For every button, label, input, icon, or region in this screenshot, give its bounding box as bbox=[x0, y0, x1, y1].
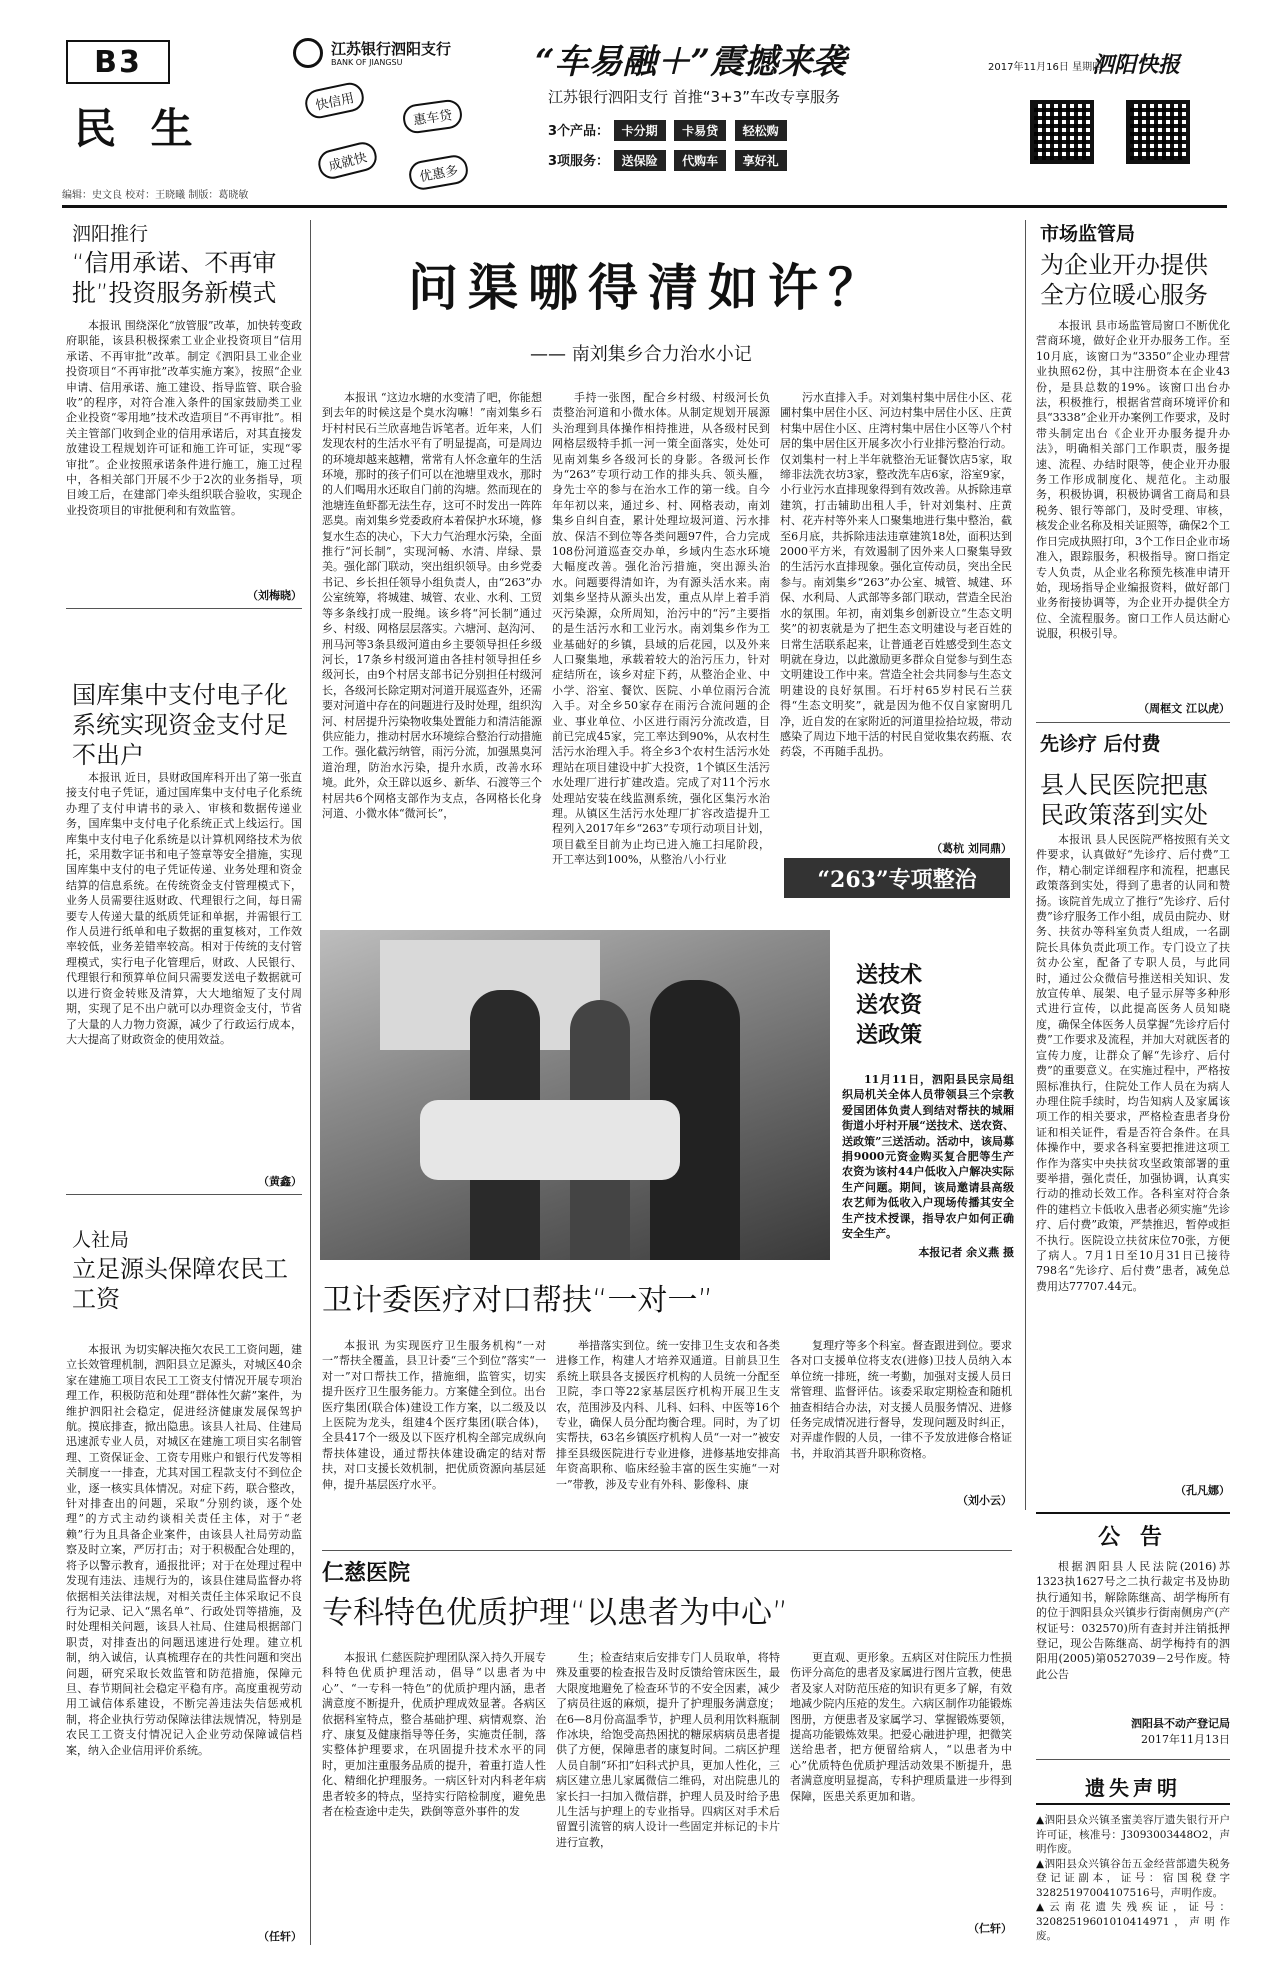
left1-headline: “信用承诺、不再审批”投资服务新模式 bbox=[72, 249, 277, 307]
notice-title: 公 告 bbox=[1098, 1524, 1168, 1550]
renci-col2-text: 生；检查结束后安排专门人员取单，将特殊及重要的检查报告及时反馈给管床医生，最大限度地避免了检查环节的不安全因素，减少了病员往返的麻烦，提升了护理服务满意度；在6—8月份高温季节，护理人员利用饮料瓶制作冰块，给饱受高热困扰的糖尿病病员患者提供了方便，保障患者的康复时间。二病区护理人员自制“环扣”妇科式护具，更加人性化，三病区建立患儿家属微信二维码，对出院患儿的家长扫一扫加入微信群，护理人员及时给予患儿生活与护理上的专业指导。四病区对手术后留置引流管的病人设计一些固定并标记的卡片进行宣教， bbox=[556, 1651, 780, 1849]
lost-body bbox=[1036, 1813, 1230, 1973]
lost-title: 遗失声明 bbox=[1036, 1770, 1230, 1805]
photo-title-line-2: 送农资 bbox=[856, 992, 923, 1018]
health-headline: 卫计委医疗对口帮扶“一对一” bbox=[322, 1283, 714, 1318]
lead-col2 bbox=[552, 390, 770, 908]
notice-box bbox=[1036, 1512, 1230, 1760]
bank-name: 江苏银行泗阳支行 bbox=[331, 40, 452, 58]
left1-byline: （刘梅晓） bbox=[247, 589, 302, 602]
renci-col3 bbox=[790, 1650, 1012, 1914]
lost-item: ▲泗阳县众兴镇圣蜜美容厅遗失银行开户许可证，核准号：J3093003448O2，声明作废。 bbox=[1036, 1814, 1230, 1855]
ad-product-2: 卡易贷 bbox=[674, 120, 726, 141]
health-divider bbox=[322, 1550, 1012, 1551]
left3-body bbox=[66, 1342, 302, 1924]
health-col3 bbox=[790, 1338, 1012, 1488]
news-photo bbox=[320, 930, 830, 1260]
notice-date: 2017年11月13日 bbox=[1141, 1733, 1230, 1746]
bank-name-en: BANK OF JIANGSU bbox=[331, 58, 403, 67]
ad-products-row bbox=[548, 120, 791, 141]
lead-col3 bbox=[780, 390, 1012, 835]
column-divider-right bbox=[1025, 220, 1026, 1510]
right1-body bbox=[1036, 318, 1230, 698]
left2-byline: （黄鑫） bbox=[258, 1175, 302, 1188]
lead-title: 问渠哪得清如许？ bbox=[408, 258, 888, 317]
photo-sacks bbox=[420, 1100, 680, 1180]
photo-title-line-1: 送技术 bbox=[856, 962, 923, 988]
renci-col3-text: 更直观、更形象。五病区对住院压力性损伤评分高危的患者及家属进行图片宣教，使患者及家人对防范压疮的知识有更多了解，有效地减少院内压疮的发生。六病区制作功能锻炼图册，方便患者及家属学习、掌握锻炼要领，提高功能锻炼效果。把爱心融进护理，把微笑送给患者，把方便留给病人，“以患者为中心”优质特色优质护理活动效果不断提升，患者满意度明显提高，专科护理质量进一步得到保障，医患关系更加和谐。 bbox=[790, 1651, 1012, 1803]
right2-body bbox=[1036, 832, 1230, 1476]
left2-paragraph: 本报讯 近日，县财政国库科开出了第一张直接支付电子凭证，通过国库集中支付电子化系统办理了支付申请书的录入、审核和数据传递业务，国库集中支付电子化系统正式上线运行。国库集中支付电子化系统是以计算机网络技术为依托，采用数字证书和电子签章等安全措施，实现国库集中支付的电子凭证传递、业务处理和资金结算的信息系统。在传统资金支付管理模式下，业务人员需要往返财政、代理银行之间，每日需要专人传递大量的纸质凭证和单据，并需银行工作人员进行纸单和电子数据的重复核对，工作效率较低，业务差错率较高。相对于传统的支付管理模式，实行电子化管理后，财政、人民银行、代理银行和预算单位间只需要发送电子数据就可以进行资金转账及清算，大大地缩短了支付周期，实现了足不出户就可以办理资金支付，节省了大量的人力物力资源，减少了行政运行成本，大大提高了财政资金的使用效益。 bbox=[66, 771, 302, 1046]
right2-byline: （孔凡娜） bbox=[1175, 1484, 1230, 1497]
health-byline: （刘小云） bbox=[957, 1494, 1012, 1507]
ad-slogan: “车易融＋”震撼来袭 bbox=[535, 42, 847, 82]
lead-tag bbox=[784, 858, 1010, 898]
renci-col1 bbox=[322, 1650, 546, 1940]
lost-item: ▲泗阳县众兴镇谷缶五金经营部遗失税务登记证副本，证号：宿国税登字32825197004107516号，声明作废。 bbox=[1036, 1857, 1230, 1899]
bank-logo-icon bbox=[293, 38, 323, 68]
left-divider-2 bbox=[66, 1194, 302, 1195]
right2-paragraph: 本报讯 县人民医院严格按照有关文件要求，认真做好“先诊疗、后付费”工作，精心制定详细程序和流程，把惠民政策落到实处，得到了患者的认同和赞扬。该院首先成立了推行“先诊疗、后付费”诊疗服务工作小组，成员由院办、财务、扶贫办等科室负责人组成，一名副院长具体负责此项工作。专门设立了扶贫办公室，配备了专职人员，与此同时，通过公众微信号推送相关知识、发放宣传单、展架、电子显示屏等多种形式进行宣传，以此提高医务人员知晓度，确保全体医务人员掌握“先诊疗后付费”工作要求及流程，并加大对就医者的宣传力度，让群众了解“先诊疗、后付费”的重要意义。在实施过程中，严格按照标准执行，住院处工作人员在为病人办理住院手续时，均告知病人及家属该项工作的相关要求，严格检查患者身份证和相关证件，看是否符合条件。在具体操作中，要求各科室要把推进这项工作作为落实中央扶贫攻坚政策部署的重要举措，强化责任，加强协调，认真实行动的推动长效工作。各科室对符合条件的建档立卡低收入患者必须实施“先诊疗、后付费”政策，严禁推迟，暂停或拒不执行。医院设立扶贫床位70张，方便了病人。7月1日至10月31日已接待798名“先诊疗、后付费”患者，减免总费用达77707.44元。 bbox=[1036, 833, 1230, 1293]
lost-box bbox=[1036, 1770, 1230, 1950]
notice-body bbox=[1036, 1559, 1230, 1709]
lead-tag-text: “263”专项整治 bbox=[817, 866, 977, 893]
right1-byline: （周框文 江以虎） bbox=[1138, 702, 1230, 715]
left3-byline: （任轩） bbox=[258, 1930, 302, 1943]
left2-body bbox=[66, 770, 302, 1168]
lead-col1 bbox=[322, 390, 542, 908]
health-col1 bbox=[322, 1338, 546, 1538]
left1-body bbox=[66, 318, 302, 582]
lead-subtitle: —— 南刘集乡合力治水小记 bbox=[530, 344, 752, 365]
ad-tag-2: 惠车贷 bbox=[401, 98, 463, 135]
left1-kicker: 泗阳推行 bbox=[72, 223, 149, 245]
left3-kicker: 人社局 bbox=[72, 1229, 130, 1251]
ad-product-3: 轻松购 bbox=[735, 120, 787, 141]
renci-kicker: 仁慈医院 bbox=[322, 1561, 411, 1586]
left3-paragraph: 本报讯 为切实解决拖欠农民工工资问题，建立长效管理机制，泗阳县立足源头，对城区40余家在建施工项目农民工工资支付情况开展专项治理工作，积极防范和处理“群体性欠薪”案件，为维护泗阳社会稳定，促进经济健康发展保驾护航。摸底排查，掀出隐患。该县人社局、住建局迅速派专业人员，对城区在建施工项目实名制管理、工资保证金、工资专用账户和银行代发等相关制度一一排查，尤其对国工程款支付不到位企业，逐一核实具体情况。对症下药，联合整改，针对排查出的问题，采取“分别约谈，逐个处理”的方式主动约谈相关责任主体，对于“老赖”行为且具备企业案件，由该县人社局劳动监察及时立案，严厉打击；对于积极配合处理的，将予以警示教育，通报批评；对于在处理过程中发现有违法、违规行为的，该县住建局监督办将依据相关法律法规，对相关责任主体采取记不良行为记录、记入“黑名单”、行政处罚等措施，及时处理相关问题，该县人社局、住建局根据部门职责，对排查出的问题迅速进行处理。建立机制，纳入诚信，认真梳理存在的共性问题和突出问题，研究采取长效监管和防范措施，保障元旦、春节期间社会稳定平稳有序。高度重视劳动用工诚信体系建设，不断完善违法失信惩戒机制，将企业执行劳动保障法律法规情况，特别是农民工工资支付情况记入企业劳动保障诚信档案，纳入企业信用评价系统。 bbox=[66, 1343, 302, 1757]
renci-col1-text: 本报讯 仁慈医院护理团队深入持久开展专科特色优质护理活动，倡导“以患者为中心”、“一专科一特色”的优质护理内涵，患者满意度不断提升，优质护理成效显著。各病区依据科室特点，整合基础护理、病情观察、治疗、康复及健康指导等任务，实施责任制，落实整体护理要求，在巩固提升技术水平的同时，更加注重服务品质的提升，着重打造人性化、精细化护理服务。一病区针对内科老年病患者较多的特点，坚持实行陪检制度，避免患者在检查途中走失，跌倒等意外事件的发 bbox=[322, 1651, 546, 1819]
right1-kicker: 市场监管局 bbox=[1040, 223, 1136, 245]
lost-item: ▲云南花遗失残疾证，证号：32082519601010414971，声明作废。 bbox=[1036, 1901, 1230, 1942]
right1-headline: 为企业开办提供全方位暖心服务 bbox=[1040, 251, 1208, 309]
health-col1-text: 本报讯 为实现医疗卫生服务机构“一对一”帮扶全覆盖，县卫计委“三个到位”落实“一对一”对口帮扶工作，措施细，监管实，切实提升医疗卫生服务能力。方案健全到位。出台医疗集团(联合体)建设工作方案，以二级及以上医院为龙头，组建4个医疗集团(联合体)，全县417个一级及以下医疗机构全部完成纵向帮扶体建设，通过帮扶体建设确定的结对帮扶，对口支援长效机制，把优质资源向基层延伸，提升基层医疗水平。 bbox=[322, 1339, 546, 1491]
right2-headline: 县人民医院把惠民政策落到实处 bbox=[1040, 771, 1208, 829]
page-number: B3 bbox=[94, 44, 142, 80]
renci-col2 bbox=[556, 1650, 780, 1940]
ad-products-label: 3个产品： bbox=[548, 124, 610, 139]
ad-service-2: 代购车 bbox=[674, 150, 726, 171]
ad-services-row bbox=[548, 150, 791, 171]
notice-paragraph: 根据泗阳县人民法院(2016)苏1323执1627号之二执行裁定书及协助执行通知书，解除陈继高、胡学梅所有的位于泗阳县众兴镇步行街南侧房产(产权证号：032570)所有查封并注销抵押登记，现公告陈继高、胡学梅持有的泗阳用(2005)第0527039－2号作废。特此公告 bbox=[1036, 1560, 1230, 1681]
qr-code-2 bbox=[1126, 100, 1190, 164]
health-col3-text: 复理疗等多个科室。督查跟进到位。要求各对口支援单位将支农(进修)卫技人员纳入本单位统一排班，统一考勤，加强对支援人员日常管理、监督评估。该委采取定期检查和随机抽查相结合办法，对支援人员服务情况、进修任务完成情况进行督导，发现问题及时纠正，对弄虚作假的人员，一律不予发放进修合格证书，并取消其晋升职称资格。 bbox=[790, 1339, 1012, 1460]
editors-line: 编辑：史文良 校对：王晓曦 制版：葛晓敏 bbox=[62, 190, 249, 201]
ad-service-3: 享好礼 bbox=[735, 150, 787, 171]
photo-story-text bbox=[842, 1072, 1014, 1240]
lead-col1-text: 本报讯 “这边水塘的水变清了吧，你能想到去年的时候这是个臭水沟嘛！”南刘集乡石圩村村民石兰欣喜地告诉笔者。近年来，人们发现农村的生活水平有了明显提高，可是周边的环境却越来越糟，常常有人怀念童年的生活环境，那时的孩子们可以在池塘里戏水，那时的人们喝用水还取自门前的沟塘。然而现在的池塘连鱼虾都无法生存，这可不时发出一阵阵恶臭。南刘集乡党委政府本着保护水环境，修复水生态的决心，下大力气治理水污染，全面推行“河长制”，实现河畅、水清、岸绿、景美。强化部门联动，突出组织领导。由乡党委书记、乡长担任领导小组负责人，由“263”办公室统筹，将城建、城管、农业、水利、工贸等多条线打成一股绳。该乡将“河长制”通过乡、村级、网格层层落实。六塘河、赵沟河、刑马河等3条县级河道由乡主要领导担任乡级河长，17条乡村级河道由各挂村领导担任乡级河长，由9个村居支部书记分别担任村级河长，各级河长除定期对河道开展巡查外，还需要对河道中存在的问题进行及时处理，组织沟河、村居提升污染物收集处置能力和清洁能源供应能力，推动村居水环境综合整治行动措施工作。强化截污纳管，雨污分流，加强黑臭河道治理，防治水污染，提升水质，改善水环境。此外，众王辟以返乡、新华、石渡等三个村居共6个网格支部作为支点，各网格长化身河道、小微水体“微河长”， bbox=[322, 391, 542, 820]
masthead-rule bbox=[62, 205, 1227, 208]
ad-sub: 江苏银行泗阳支行 首推“3+3”车改专享服务 bbox=[548, 88, 840, 106]
ad-tag-1: 快信用 bbox=[303, 80, 367, 121]
photo-story-paragraph: 11月11日，泗阳县民宗局组织局机关全体人员带领县三个宗教爱国团体负责人到结对帮扶的城厢街道小圩村开展“送技术、送农资、送政策”三送活动。活动中，该局募捐9000元资金购买复合肥等生产农资为该村44户低收入户解决实际生产问题。期间，该局邀请县高级农艺师为低收入户现场传播其安全生产技术授课，指导农户如何正确安全生产。 bbox=[842, 1073, 1014, 1240]
left3-headline: 立足源头保障农民工工资 bbox=[72, 1255, 288, 1313]
column-divider-left bbox=[310, 220, 311, 1945]
paper-name: 泗阳快报 bbox=[1092, 52, 1181, 78]
right2-kicker: 先诊疗 后付费 bbox=[1040, 733, 1161, 755]
ad-product-1: 卡分期 bbox=[614, 120, 666, 141]
photo-credit: 本报记者 余义燕 摄 bbox=[918, 1246, 1014, 1259]
right1-paragraph: 本报讯 县市场监管局窗口不断优化营商环境，做好企业开办服务工作。至10月底，该窗口为“3350”企业办理营业执照62份，其中注册资本在企业43份，是县总数的19%。该窗口出台办法，积极推行，根据省营商环境评价和县“3338”企业开办案例工作要求，及时带头制定出台《企业开办服务提升办法》，明确相关部门工作职责，服务提速、流程、办结时限等，使企业开办服务工作形成制度化、规范化。主动服务，积极协调，积极协调省工商局和县税务、银行等部门，及时受理、审核，核发企业名称及相关证照等，确保2个工作日完成执照打印，3个工作日企业市场准入，跟踪服务，积极指导。窗口指定专人负责，从企业名称预先核准申请开始，现场指导企业编报资料，做好部门业务衔接协调等，为企业开办提供全方位、全流程服务。窗口工作人员达耐心说服，积极引导。 bbox=[1036, 319, 1230, 641]
health-col2-text: 举措落实到位。统一安排卫生支农和各类进修工作，构建人才培养双通道。目前县卫生系统上联县各支援医疗机构的人员统一分配至卫院，李口等22家基层医疗机构开展卫生支农，范围涉及内科、儿科、妇科、中医等16个专业，确保人员分配均衡合理。同时，为了切实帮扶，63名乡镇医疗机构人员“一对一”被安排至县级医院进行专业进修，进修基地安排高年资高职称、临床经验丰富的医生实施“一对一”带教，涉及专业有外科、影像科、康 bbox=[556, 1339, 780, 1491]
bank-ad bbox=[273, 20, 945, 190]
page-number-box bbox=[66, 40, 170, 84]
right-divider-1 bbox=[1036, 722, 1230, 723]
ad-services-label: 3项服务： bbox=[548, 154, 610, 169]
section-name: 民 生 bbox=[74, 104, 203, 153]
notice-org: 泗阳县不动产登记局 bbox=[1131, 1717, 1230, 1730]
photo-story-title bbox=[856, 960, 922, 1050]
left-divider-1 bbox=[66, 608, 302, 609]
photo-title-line-3: 送政策 bbox=[856, 1022, 923, 1048]
ad-tag-3: 成就快 bbox=[315, 139, 379, 181]
left1-paragraph: 本报讯 围绕深化“放管服”改革，加快转变政府职能，该县积极探索工业企业投资项目“信用承诺、不再审批”改革。制定《泗阳县工业企业投资项目“不再审批”改革实施方案》，按照“企业申请、信用承诺、施工建设、指导监管、联合验收”的程序，对符合准入条件的国家鼓励类工业企业投资“零用地”技术改造项目“不再审批”。相关主管部门收到企业的信用承诺后，对其直接发放建设工程规划许可证和施工许可证，实现“零审批”。企业按照承诺条件进行施工，施工过程中，各相关部门开展不少于2次的业务指导，项目竣工后，在建部门牵头组织联合验收，实现企业投资项目的审批便利和有效监管。 bbox=[66, 319, 302, 517]
lead-col2-text: 手持一张图，配合乡村级、村级河长负责整治河道和小微水体。从制定规划开展源头治理到具体操作相持推进，从各级村民到网格层级特手抓一河一策全面落实，处处可见南刘集乡各级河长的身影。各级河长作为“263”专项行动工作的排头兵、领头雁，身先士卒的参与在治水工作的第一线。自今年年初以来，通过乡、村、网格表动，南刘集乡自纠自查，累计处理垃圾河道、污水排放、保洁不到位等各类问题97件，合力完成108份河道巡查交办单，乡域内生态水环境大幅度改善。强化治污措施，突出源头治水。问题要得清如许，为有源头活水来。南刘集乡坚持从源头出发，重点从岸上着手消灭污染源，众所周知，治污中的“污”主要指的是生活污水和工业污水。南刘集乡作为工业基础好的乡镇，县域的后花园，以及外来人口聚集地，承载着较大的治污压力，针对症结所在，该乡对症下药，从整治企业、中小学、浴室、餐饮、医院、小单位雨污合流入手。对全乡50家存在雨污合流问题的企业、事业单位、小区进行雨污分流改造，目前已完成45家，完工率达到90%，从农村生活污水治理入手。将全乡3个农村生活污水处理站在项目建设中扩大投资，1个镇区生活污水处理厂进行扩建改造。完成了对11个污水处理站安装在线监测系统，强化区集污水治理。从镇区生活污水处理厂扩容改造提升工程列入2017年乡“263”专项行动项目计划，项目截至目前为止均已进入施工扫尾阶段，开工率达到100%，从整治八小行业 bbox=[552, 391, 770, 867]
ad-service-1: 送保险 bbox=[614, 150, 666, 171]
health-col2 bbox=[556, 1338, 780, 1538]
left2-headline: 国库集中支付电子化系统实现资金支付足不出户 bbox=[72, 681, 288, 769]
lead-col3-text: 污水直排入手。对刘集村集中居住小区、花圃村集中居住小区、河边村集中居住小区、庄黄村集中居住小区、庄湾村集中居住小区等八个村居的集中居住区开展多次小行业排污整治行动。仅刘集村一村上半年就整治无证餐饮店5家，取缔非法洗衣坊3家，整改洗车店6家，浴室9家，小行业污水直排现象得到有效改善。从拆除违章建筑，打击辅助出租人手，针对刘集村、庄黄村、花卉村等外来人口聚集地进行集中整治，截至6月底，共拆除违法违章建筑18处，面积达到2000平方米，有效遏制了因外来人口聚集导致的生活污水直排现象。强化宣传动员，突出全民参与。南刘集乡“263”办公室、城管、城建、环保、水利局、人武部等多部门联动，营造全民治水的氛围。年初，南刘集乡创新设立“生态文明奖”的初衷就是为了把生态文明建设与老百姓的日常生活联系起来，让普通老百姓感受到生态文明就在身边，以此激励更多群众自觉参与到生态文明建设工作中来。营造全社会共同参与生态文明建设的良好氛围。石圩村65岁村民石兰获得“生态文明奖”，就是因为他不仅自家窗明几净，近自发的在家附近的河道里捡拾垃圾，带动感染了周边下地干活的村民自觉收集农药瓶、农药袋，不再随手乱扔。 bbox=[780, 391, 1012, 759]
ad-tag-4: 优惠多 bbox=[407, 153, 470, 192]
renci-byline: （仁轩） bbox=[968, 1922, 1012, 1935]
issue-date: 2017年11月16日 星期四 bbox=[988, 62, 1103, 73]
lead-byline: （葛杭 刘同鼎） bbox=[931, 842, 1012, 855]
qr-code-1 bbox=[1030, 100, 1094, 164]
renci-headline: 专科特色优质护理“以患者为中心” bbox=[322, 1595, 789, 1631]
